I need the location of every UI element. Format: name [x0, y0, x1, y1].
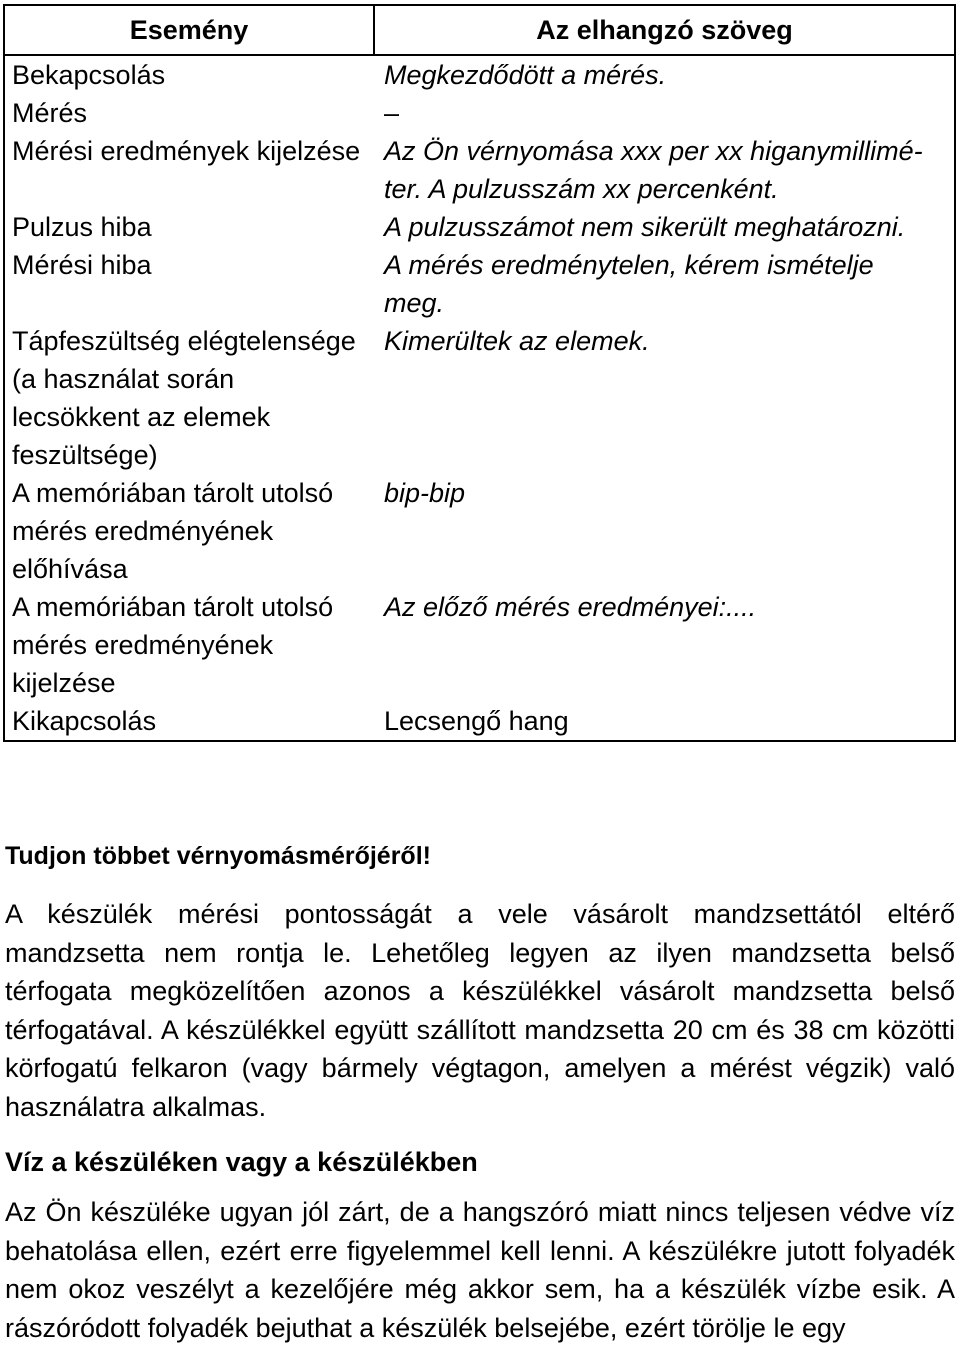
event-cell: A memóriában tárolt utolsó mérés eredményének kijelzése	[12, 592, 334, 698]
section-heading-water: Víz a készüléken vagy a készülékben	[5, 1147, 478, 1177]
speech-cell: Kimerültek az elemek.	[384, 326, 650, 356]
event-cell: Mérési eredmények kijelzése	[12, 136, 361, 166]
section-heading-more-info: Tudjon többet vérnyomásmérőjéről!	[5, 842, 431, 870]
voice-messages-table	[3, 4, 956, 742]
speech-cell: A mérés eredménytelen, kérem ismételje meg.	[384, 250, 874, 318]
speech-cell: bip-bip	[384, 478, 466, 508]
event-cell: Bekapcsolás	[12, 60, 166, 90]
speech-cell: Megkezdődött a mérés.	[384, 60, 667, 90]
event-column-header: Esemény	[4, 5, 374, 55]
table-row	[4, 702, 955, 741]
table-row	[4, 588, 955, 702]
speech-cell: –	[384, 98, 400, 128]
table-row	[4, 474, 955, 588]
event-cell: Tápfeszültség elégtelensége (a használat során lecsökkent az elemek feszültsége)	[12, 326, 356, 470]
event-cell: Kikapcsolás	[12, 706, 157, 736]
table-row	[4, 246, 955, 322]
paragraph-cuff-accuracy: A készülék mérési pontosságát a vele vásárolt mandzsettától eltérő mandzsetta nem rontja le. Lehetőleg legyen az ilyen mandzsetta belső térfogata megközelítően azonos a készülékkel vásárolt mandzsetta belső térfogatával. A készülékkel együtt szállított mandzsetta 20 cm és 38 cm közötti körfogatú felkaron (vagy bármely végtagon, amelyen a mérést végzik) való használatra alkalmas.	[5, 899, 955, 1122]
table-row	[4, 94, 955, 132]
table-row	[4, 132, 955, 208]
event-cell: A memóriában tárolt utolsó mérés eredményének előhívása	[12, 478, 334, 584]
event-cell: Mérés	[12, 98, 88, 128]
speech-cell: Az Ön vérnyomása xxx per xx higanymillimé- ter. A pulzusszám xx percenként.	[384, 136, 923, 204]
table-row	[4, 322, 955, 474]
event-cell: Mérési hiba	[12, 250, 152, 280]
table-row	[4, 208, 955, 246]
speech-cell: Lecsengő hang	[384, 706, 569, 736]
table-row	[4, 55, 955, 94]
table-body	[4, 55, 955, 741]
table-header-row	[4, 5, 955, 55]
event-cell: Pulzus hiba	[12, 212, 152, 242]
paragraph-water-protection: Az Ön készüléke ugyan jól zárt, de a hangszóró miatt nincs teljesen védve víz behatolása ellen, ezért erre figyelemmel kell lenni. A készülékre jutott folyadék nem okoz veszélyt a kezelőjére még akkor sem, ha a készülék vízbe esik. A rászóródott folyadék bejuthat a készülék belsejébe, ezért törölje le egy	[5, 1197, 955, 1343]
speech-cell: A pulzusszámot nem sikerült meghatározni.	[384, 212, 906, 242]
speech-cell: Az előző mérés eredményei:....	[384, 592, 757, 622]
speech-column-header: Az elhangzó szöveg	[374, 5, 955, 55]
